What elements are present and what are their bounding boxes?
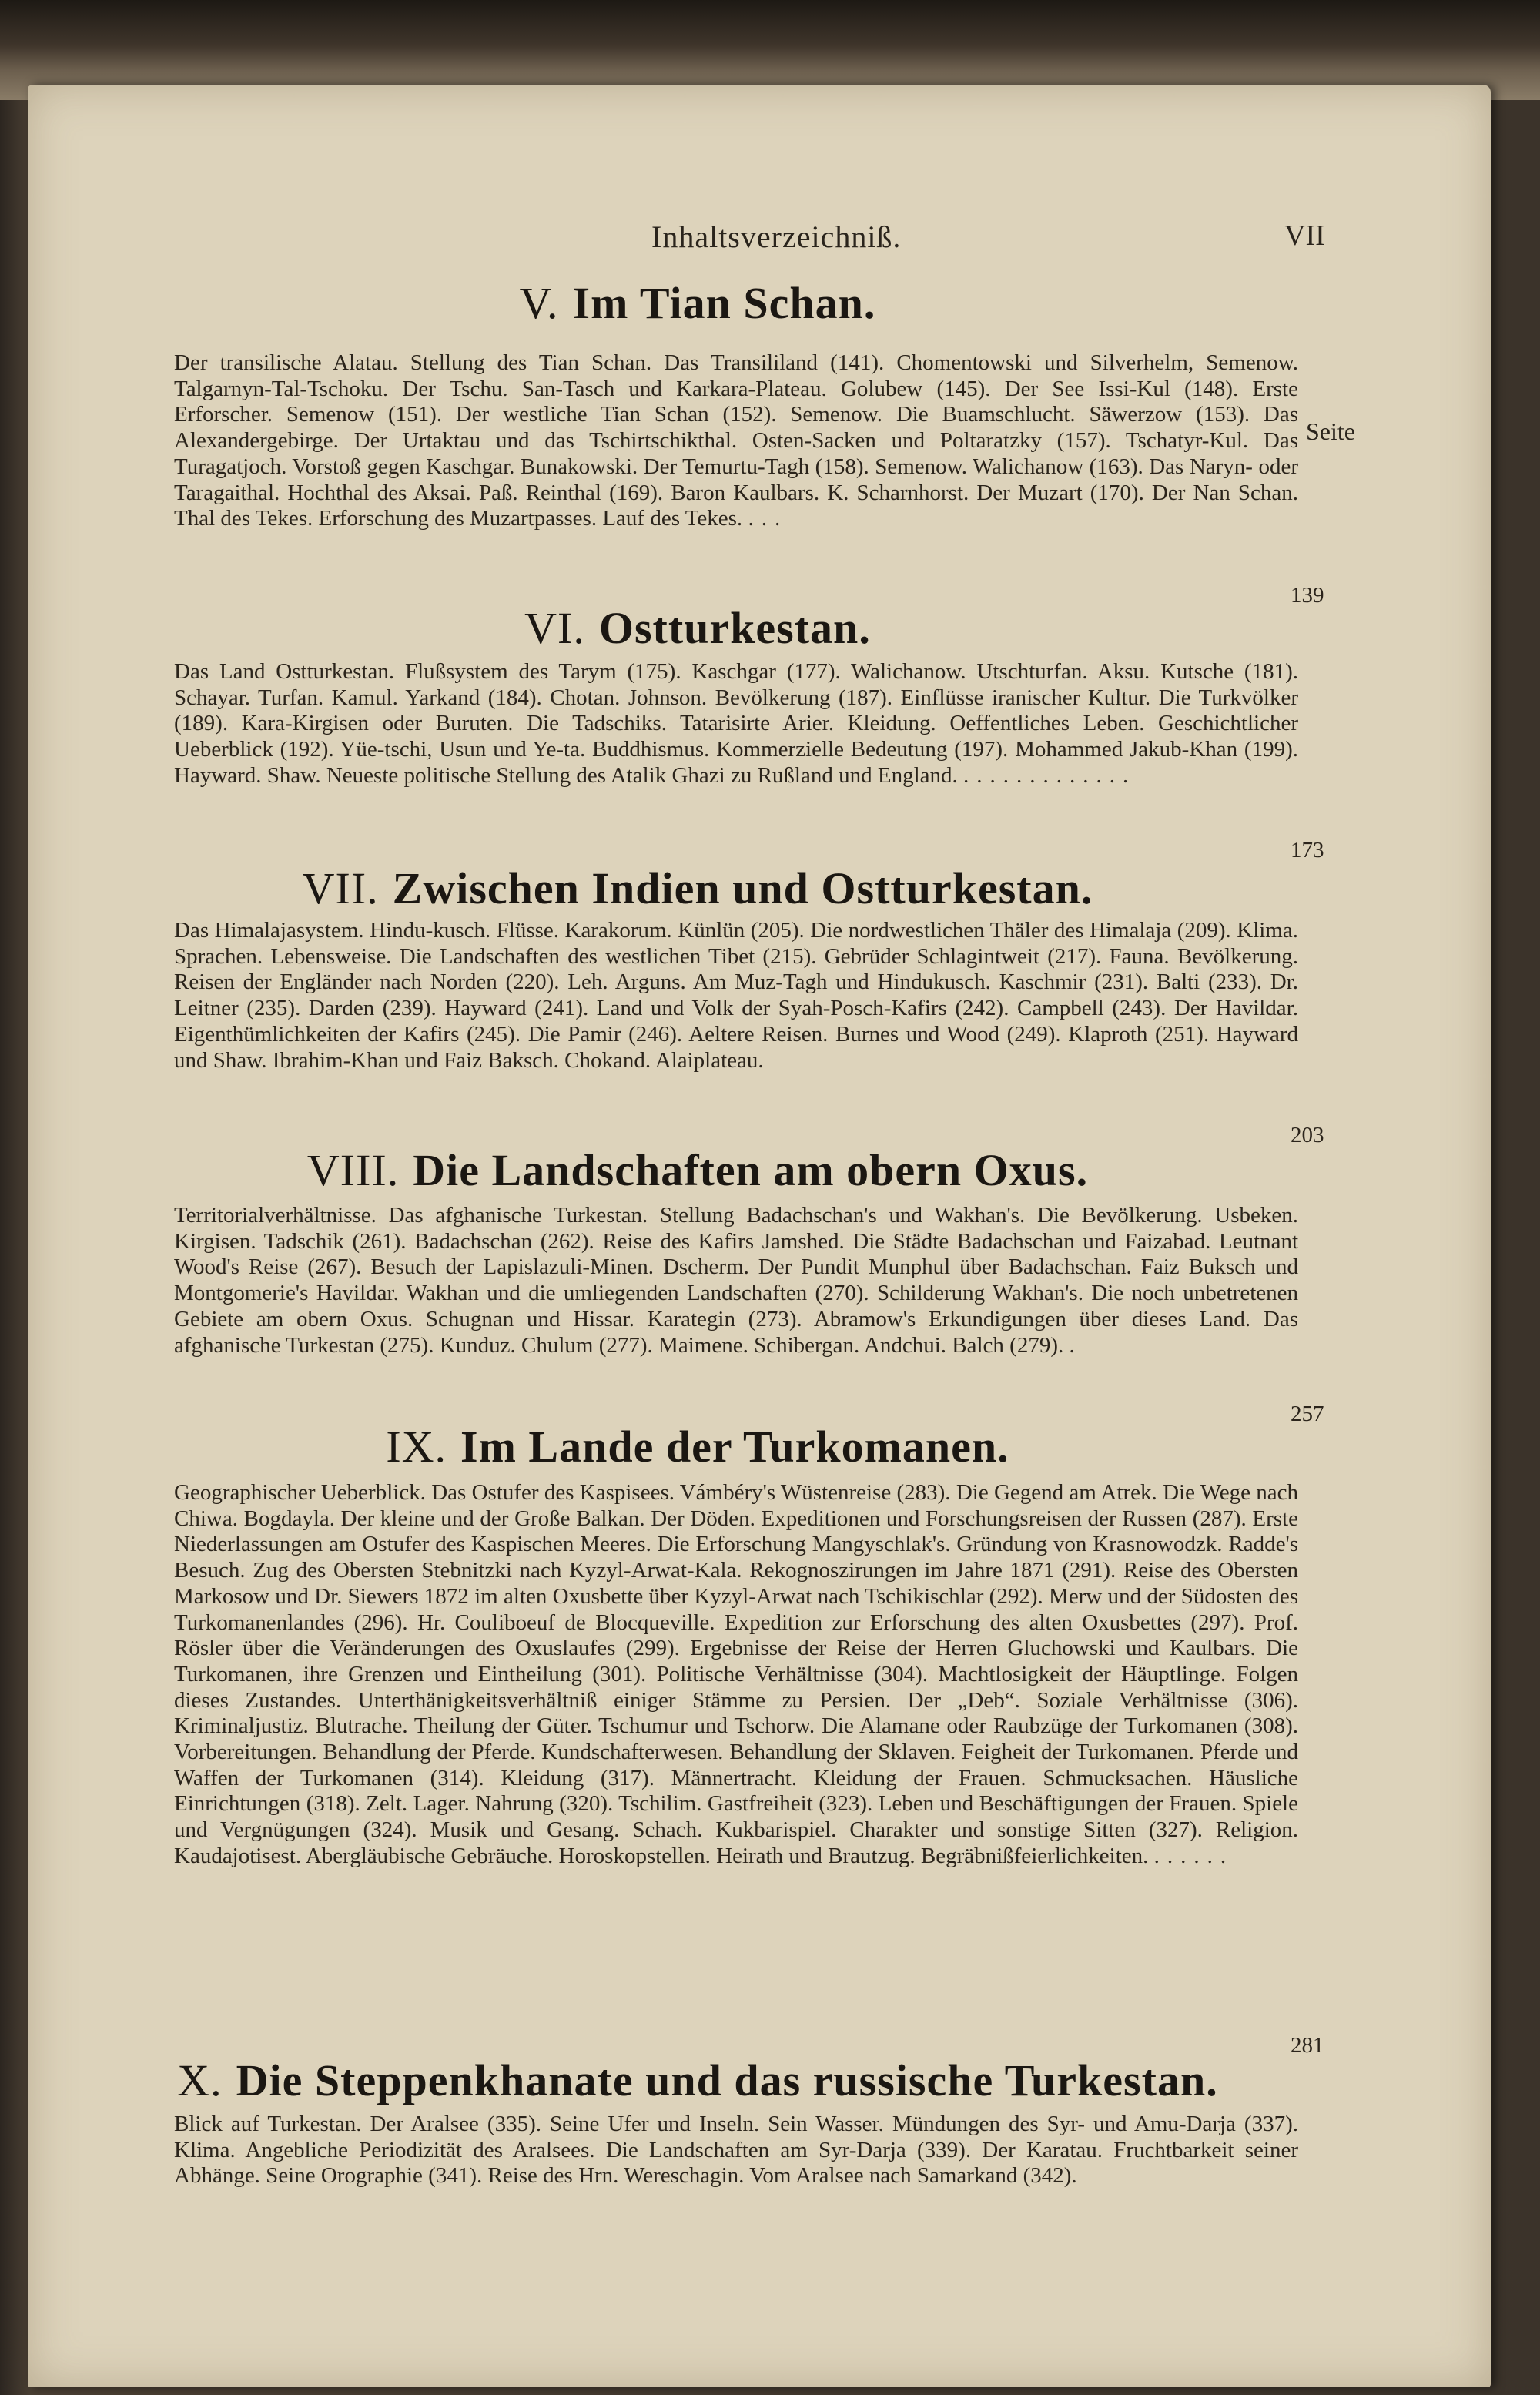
- page-ref-vi: 173: [1291, 838, 1324, 863]
- page: [28, 85, 1491, 2387]
- chapter-contents-vii: Das Himalajasystem. Hindu-kusch. Flüsse. Karakorum. Künlün (205). Die nordwestlichen Thäler des Himalaja (209). Klima. Sprachen. Lebensweise. Die Landschaften des westlichen Tibet (215). Gebrüder Schlagintweit (217). Fauna. Bevölkerung. Reisen der Engländer nach Norden (220). Leh. Arguns. Am Muz-Tagh und Hindukusch. Kaschmir (231). Balti (233). Dr. Leitner (235). Darden (239). Hayward (241). Land und Volk der Syah-Posch-Kafirs (242). Campbell (243). Der Havildar. Eigenthümlichkeiten der Kafirs (245). Die Pamir (246). Aeltere Reisen. Burnes und Wood (249). Klaproth (251). Hayward und Shaw. Ibrahim-Khan und Faiz Baksch. Chokand. Alaiplateau.: [174, 918, 1298, 1073]
- chapter-heading-vii: VII. Zwischen Indien und Ostturkestan.: [302, 863, 1093, 913]
- chapter-contents-vi: Das Land Ostturkestan. Flußsystem des Tarym (175). Kaschgar (177). Walichanow. Utschturfan. Aksu. Kutsche (181). Schayar. Turfan. Kamul. Yarkand (184). Chotan. Johnson. Bevölkerung (187). Einflüsse iranischer Kultur. Die Turkvölker (189). Kara-Kirgisen oder Buruten. Die Tadschiks. Tatarisirte Arier. Kleidung. Oeffentliches Leben. Geschichtlicher Ueberblick (192). Yüe-tschi, Usun und Ye-ta. Buddhismus. Kommerzielle Bedeutung (197). Mohammed Jakub-Khan (199). Hayward. Shaw. Neueste politische Stellung des Atalik Ghazi zu Rußland und England. .............: [174, 659, 1298, 788]
- chapter-heading-vi: VI. Ostturkestan.: [524, 603, 871, 653]
- seite-label: Seite: [1306, 417, 1355, 445]
- page-ref-v: 139: [1291, 583, 1324, 608]
- chapter-heading-viii: VIII. Die Landschaften am obern Oxus.: [306, 1145, 1089, 1195]
- chapter-contents-x: Blick auf Turkestan. Der Aralsee (335). Seine Ufer und Inseln. Sein Wasser. Mündungen des Syr- und Amu-Darja (337). Klima. Angebliche Periodizität des Aralsees. Die Landschaften am Syr-Darja (339). Der Karatau. Fruchtbarkeit seiner Abhänge. Seine Orographie (341). Reise des Hrn. Wereschagin. Vom Aralsee nach Samarkand (342).: [174, 2112, 1298, 2189]
- page-ref-vii: 203: [1291, 1123, 1324, 1147]
- running-title: Inhaltsverzeichniß.: [651, 219, 902, 254]
- chapter-contents-v: Der transilische Alatau. Stellung des Tian Schan. Das Transililand (141). Chomentowski und Silverhelm, Semenow. Talgarnyn-Tal-Tschoku. Der Tschu. San-Tasch und Karkara-Plateau. Golubew (145). Der See Issi-Kul (148). Erste Erforscher. Semenow (151). Der westliche Tian Schan (152). Semenow. Die Buamschlucht. Säwerzow (153). Das Alexandergebirge. Der Urtaktau und das Tschirtschikthal. Osten-Sacken und Poltaratzky (157). Tschatyr-Kul. Das Turagatjoch. Vorstoß gegen Kaschgar. Bunakowski. Der Temurtu-Tagh (158). Semenow. Walichanow (163). Das Naryn- oder Taragaithal. Hochthal des Aksai. Paß. Reinthal (169). Baron Kaulbars. K. Scharnhorst. Der Muzart (170). Der Nan Schan. Thal des Tekes. Erforschung des Muzartpasses. Lauf des Tekes. ...: [174, 350, 1298, 531]
- page-number: VII: [1284, 219, 1325, 252]
- chapter-heading-x: X. Die Steppenkhanate und das russische Turkestan.: [177, 2055, 1218, 2105]
- page-ref-viii: 257: [1291, 1402, 1324, 1426]
- chapter-contents-ix: Geographischer Ueberblick. Das Ostufer des Kaspisees. Vámbéry's Wüstenreise (283). Die Gegend am Atrek. Die Wege nach Chiwa. Bogdayla. Der kleine und der Große Balkan. Der Döden. Expeditionen und Forschungsreisen der Russen (287). Erste Niederlassungen am Ostufer des Kaspischen Meeres. Die Erforschung Mangyschlak's. Gründung von Krasnowodzk. Radde's Besuch. Zug des Obersten Stebnitzki nach Kyzyl-Arwat-Kala. Rekognoszirungen im Jahre 1871 (291). Reise des Obersten Markosow und Dr. Siewers 1872 im alten Oxusbette über Kyzyl-Arwat nach Tschikischlar (292). Merw und der Südosten des Turkomanenlandes (296). Hr. Couliboeuf de Blocqueville. Expedition zur Erforschung des alten Oxusbettes (297). Prof. Rösler über die Veränderungen des Oxuslaufes (299). Ergebnisse der Reise der Herren Gluchowski und Kaulbars. Die Turkomanen, ihre Grenzen und Eintheilung (301). Politische Verhältnisse (304). Machtlosigkeit der Häuptlinge. Folgen dieses Zustandes. Unterthänigkeitsverhältniß einiger Stämme zu Persien. Der „Deb“. Soziale Verhältnisse (306). Kriminaljustiz. Blutrache. Theilung der Güter. Tschumur und Tschorw. Die Alamane oder Raubzüge der Turkomanen (308). Vorbereitungen. Behandlung der Pferde. Kundschafterwesen. Behandlung der Sklaven. Feigheit der Turkomanen. Pferde und Waffen der Turkomanen (314). Kleidung (317). Männertracht. Kleidung der Frauen. Schmucksachen. Häusliche Einrichtungen (318). Zelt. Lager. Nahrung (320). Tschilim. Gastfreiheit (323). Leben und Beschäftigungen der Frauen. Spiele und Vergnügungen (324). Musik und Gesang. Schach. Kukbarispiel. Charakter und sonstige Sitten (327). Religion. Kaudajotisest. Abergläubische Gebräuche. Horoskopstellen. Heirath und Brautzug. Begräbnißfeierlichkeiten. ......: [174, 1480, 1298, 1868]
- page-ref-ix: 281: [1291, 2033, 1324, 2058]
- chapter-heading-ix: IX. Im Lande der Turkomanen.: [386, 1422, 1009, 1472]
- chapter-heading-v: V. Im Tian Schan.: [519, 278, 876, 328]
- running-head: [28, 219, 1368, 265]
- chapter-contents-viii: Territorialverhältnisse. Das afghanische Turkestan. Stellung Badachschan's und Wakhan's. Die Bevölkerung. Usbeken. Kirgisen. Tadschik (261). Badachschan (262). Reise des Kafirs Jamshed. Die Städte Badachschan und Faizabad. Leutnant Wood's Reise (267). Besuch der Lapislazuli-Minen. Dscherm. Der Pundit Munphul über Badachschan. Faiz Buksch und Montgomerie's Havildar. Wakhan und die umliegenden Landschaften (270). Schilderung Wakhan's. Die noch unbetretenen Gebiete am obern Oxus. Schugnan und Hissar. Karategin (273). Abramow's Erkundigungen über dieses Land. Das afghanische Turkestan (275). Kunduz. Chulum (277). Maimene. Schibergan. Andchui. Balch (279). .: [174, 1203, 1298, 1358]
